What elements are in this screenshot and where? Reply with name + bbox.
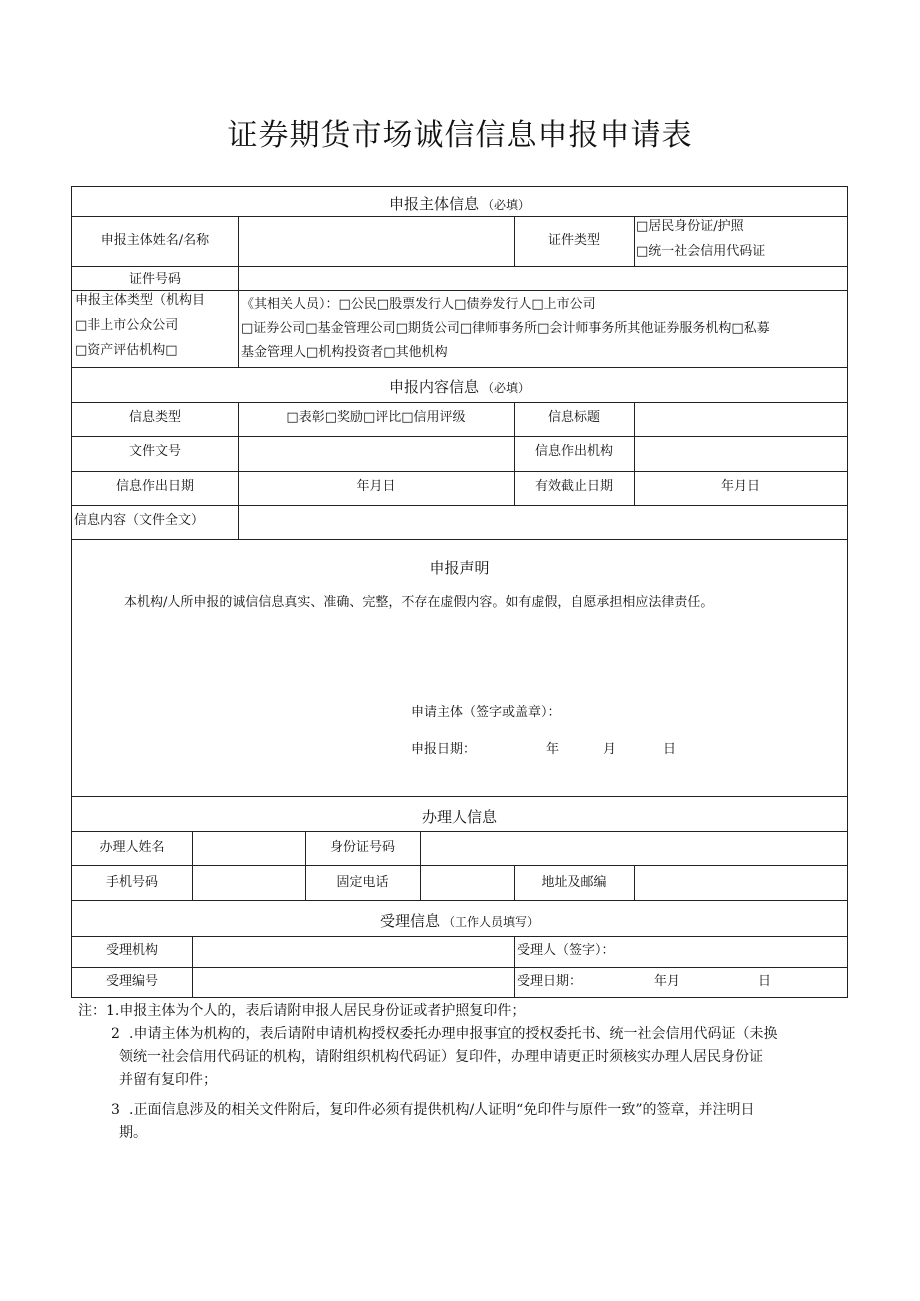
handler-landline-field[interactable] <box>421 866 513 899</box>
issuing-org-field[interactable] <box>635 437 847 470</box>
expiry-date-label: 有效截止日期 <box>534 479 613 494</box>
doc-number-label: 文件文号 <box>128 444 181 459</box>
expiry-date-field[interactable]: 年月日 <box>720 479 760 494</box>
note-2-line2: 领统一社会信用代码证的机构，请附组织机构代码证）复印件，办理申请更正时须核实办理人居民身份证 <box>119 1049 763 1065</box>
acceptance-info-header: 受理信息 （工作人员填写） <box>379 912 540 930</box>
declaration-day: 日 <box>663 742 677 757</box>
acceptance-number-label: 受理编号 <box>105 974 158 989</box>
signature-field[interactable] <box>582 699 782 725</box>
subject-type-options-line2[interactable]: □证券公司□基金管理公司□期货公司□律师事务所□会计师事务所其他证券服务机构□私募 <box>241 321 770 336</box>
subject-name-field[interactable] <box>239 217 513 265</box>
doc-number-field[interactable] <box>239 437 513 470</box>
page-title: 证券期货市场诚信信息申报申请表 <box>227 118 693 153</box>
note-3-number: 3 <box>111 1102 120 1118</box>
handler-name-field[interactable] <box>193 832 304 864</box>
note-3-line2: 期。 <box>119 1125 147 1141</box>
content-label: 信息内容（文件全文） <box>74 513 205 528</box>
issue-date-field[interactable]: 年月日 <box>356 479 396 494</box>
note-3-line1: .正面信息涉及的相关文件附后，复印件必须有提供机构/人证明“免印件与原件一致”的签章，并注明日 <box>129 1102 755 1118</box>
declaration-month: 月 <box>603 742 617 757</box>
issue-date-label: 信息作出日期 <box>115 479 194 494</box>
handler-phone-label: 手机号码 <box>105 875 158 890</box>
handler-id-label: 身份证号码 <box>329 840 395 855</box>
subject-type-option-asset-appraisal[interactable]: □资产评估机构□ <box>75 343 178 358</box>
subject-type-option-nonlisted[interactable]: □非上市公众公司 <box>75 318 179 333</box>
acceptance-person-label: 受理人（签字）： <box>517 943 615 958</box>
handler-address-field[interactable] <box>635 866 847 899</box>
note-1: 注：1.申报主体为个人的，表后请附申报人居民身份证或者护照复印件； <box>78 1003 526 1019</box>
handler-info-header: 办理人信息 <box>421 808 497 826</box>
handler-id-field[interactable] <box>421 832 847 864</box>
acceptance-date-label: 受理日期： <box>517 974 583 989</box>
id-type-label: 证件类型 <box>547 233 600 248</box>
acceptance-number-field[interactable] <box>193 968 513 997</box>
acceptance-date-day: 日 <box>758 974 772 989</box>
note-2-line1: .申请主体为机构的，表后请附申请机构授权委托办理申报事宜的授权委托书、统一社会信用代码证（未换 <box>129 1026 778 1042</box>
declaration-year: 年 <box>546 742 560 757</box>
id-number-label: 证件号码 <box>128 272 181 287</box>
id-number-field[interactable] <box>239 267 847 289</box>
acceptance-org-label: 受理机构 <box>105 943 158 958</box>
id-type-option-credit-code[interactable]: □统一社会信用代码证 <box>636 244 766 259</box>
section-content-info-header: 申报内容信息 （必填） <box>388 378 531 396</box>
declaration-text: 本机构/人所申报的诚信信息真实、准确、完整，不存在虚假内容。如有虚假，自愿承担相应法律责任。 <box>124 595 714 610</box>
info-type-label: 信息类型 <box>128 410 181 425</box>
subject-name-label: 申报主体姓名/名称 <box>100 233 210 248</box>
application-form <box>71 186 848 998</box>
info-title-label: 信息标题 <box>547 410 600 425</box>
subject-type-options-line3[interactable]: 基金管理人□机构投资者□其他机构 <box>241 345 448 360</box>
subject-type-options-line1[interactable]: 《其相关人员）：□公民□股票发行人□债券发行人□上市公司 <box>241 297 596 312</box>
note-2-number: 2 <box>111 1026 120 1042</box>
handler-name-label: 办理人姓名 <box>99 840 165 855</box>
subject-type-label: 申报主体类型（机构目 <box>75 293 206 308</box>
issuing-org-label: 信息作出机构 <box>534 444 613 459</box>
info-type-options[interactable]: □表彰□奖励□评比□信用评级 <box>286 410 466 425</box>
signature-label: 申请主体（签字或盖章）： <box>411 705 561 720</box>
declaration-header: 申报声明 <box>429 559 490 577</box>
content-field[interactable] <box>239 506 847 538</box>
note-2-line3: 并留有复印件； <box>119 1072 217 1088</box>
section-subject-info-header: 申报主体信息 （必填） <box>388 195 531 213</box>
handler-address-label: 地址及邮编 <box>541 875 607 890</box>
id-type-option-passport[interactable]: □居民身份证/护照 <box>636 219 744 234</box>
declaration-date-label: 申报日期： <box>411 742 477 757</box>
handler-landline-label: 固定电话 <box>336 875 389 890</box>
info-title-field[interactable] <box>635 403 847 435</box>
acceptance-date-year-month: 年月 <box>654 974 681 989</box>
handler-phone-field[interactable] <box>193 866 304 899</box>
acceptance-org-field[interactable] <box>193 937 513 966</box>
